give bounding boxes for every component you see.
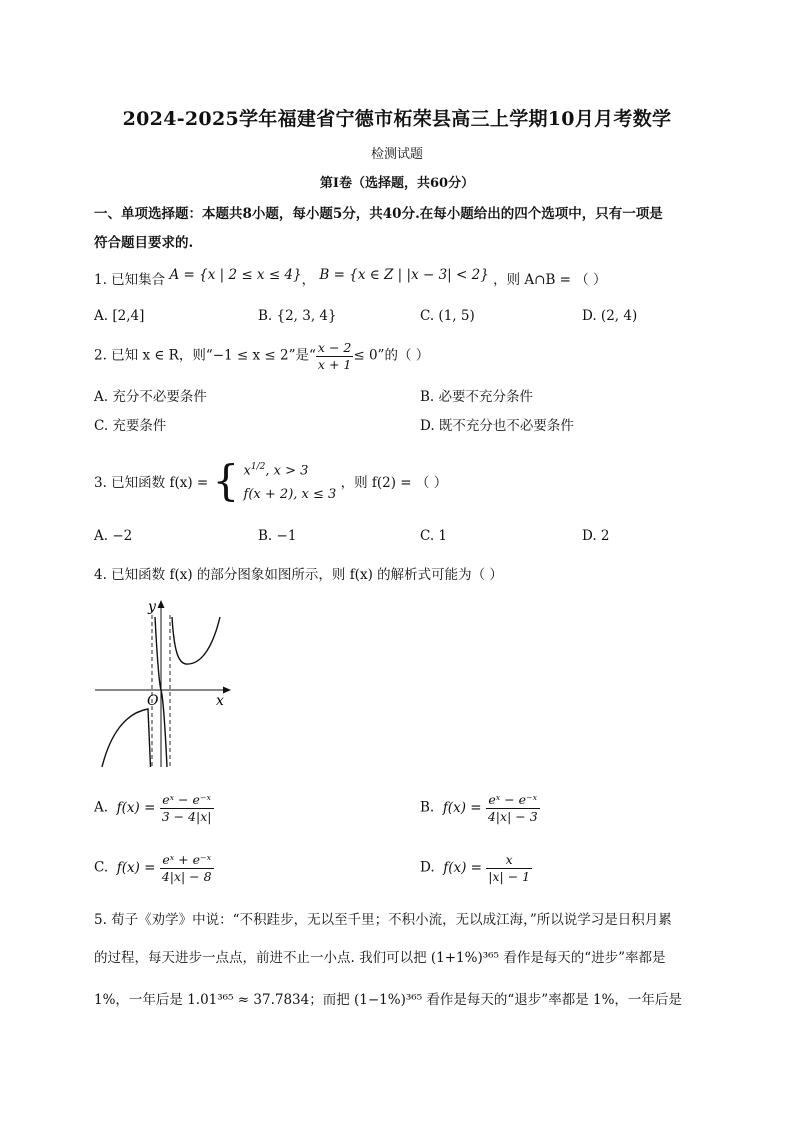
q1-option-a: A. [2,4] <box>94 308 145 324</box>
q3-case-1: $x^{1/2}$, x > 3 <box>243 462 309 479</box>
section-heading-line2: 符合题目要求的. <box>94 235 194 251</box>
y-axis-arrow <box>158 600 165 608</box>
q1-option-c: C. (1, 5) <box>420 308 475 324</box>
q3-prefix: 3. 已知函数 f(x) = <box>94 475 209 492</box>
q3-case-2: f(x + 2), x ≤ 3 <box>243 487 337 503</box>
q2-fraction-denominator: x + 1 <box>317 356 352 372</box>
right-branch <box>172 617 220 664</box>
origin-label: O <box>147 693 159 709</box>
q4-option-b: B. f(x) = $\frac{\text{eˣ − e⁻ˣ}}{4|x| - 3}$ <box>420 792 538 824</box>
q4-function-graph <box>90 595 240 775</box>
q4-b-fraction: $\frac{\text{eˣ − e⁻ˣ}}{4|x| - 3}$ <box>487 792 538 824</box>
q2-option-b: B. 必要不充分条件 <box>420 389 534 405</box>
q5-line-1: 5. 荀子《劝学》中说：“不积跬步，无以至千里；不积小流，无以成江海，”所以说学习是日积月累 <box>94 912 672 928</box>
q5-line-2: 的过程，每天进步一点点，前进不止一小点. 我们可以把 (1+1%)³⁶⁵ 看作是每天的“进步”率都是 <box>94 950 666 966</box>
q2-prefix: 2. 已知 x ∈ R，则“−1 ≤ x ≤ 2”是“ <box>94 347 316 364</box>
q3-option-d: D. 2 <box>582 528 610 544</box>
x-axis-arrow <box>223 687 231 694</box>
q4-c-fraction: $\frac{\text{eˣ + e⁻ˣ}}{4|x| - 8}$ <box>161 852 212 884</box>
left-branch <box>102 709 151 767</box>
q3-option-c: C. 1 <box>420 528 448 544</box>
q1-prefix: 1. 已知集合 <box>94 272 166 288</box>
q1-set-b: B = {x ∈ Z | |x − 3| < 2} <box>319 267 489 283</box>
q2-option-d: D. 既不充分也不必要条件 <box>420 418 574 434</box>
q3-option-a: A. −2 <box>94 528 133 544</box>
q1-suffix: ，则 A∩B = （ ） <box>493 272 607 288</box>
page-subtitle: 检测试题 <box>370 147 423 162</box>
part-heading: 第Ⅰ卷（选择题，共60分） <box>319 176 475 191</box>
y-label: y <box>148 599 156 615</box>
question-3 <box>94 455 447 507</box>
q4-a-fraction: $\frac{\text{eˣ − e⁻ˣ}}{3 - 4|x|}$ <box>161 792 212 824</box>
page-title: 2024-2025学年福建省宁德市柘荣县高三上学期10月月考数学 <box>122 108 672 130</box>
question-2 <box>94 340 429 372</box>
q1-option-b: B. {2, 3, 4} <box>258 308 337 324</box>
q4-option-a: A. f(x) = $\frac{\text{eˣ − e⁻ˣ}}{3 - 4|x|}$ <box>94 792 212 824</box>
question-4: 4. 已知函数 f(x) 的部分图象如图所示，则 f(x) 的解析式可能为（ ） <box>94 567 503 583</box>
q3-suffix: ，则 f(2) = （ ） <box>340 475 448 492</box>
section-heading-line1: 一、单项选择题：本题共8小题，每小题5分，共40分.在每小题给出的四个选项中，只有一项是 <box>94 206 663 222</box>
x-label: x <box>216 693 224 709</box>
question-1: 1. 已知集合 A = {x | 2 ≤ x ≤ 4}， B = {x ∈ Z | |x − 3| < 2} ，则 A∩B = （ ） <box>94 267 607 288</box>
q3-brace: { <box>212 456 240 506</box>
q1-option-d: D. (2, 4) <box>582 308 638 324</box>
q1-set-a: A = {x | 2 ≤ x ≤ 4} <box>169 267 302 283</box>
q4-option-c: C. f(x) = $\frac{\text{eˣ + e⁻ˣ}}{4|x| - 8}$ <box>94 852 212 884</box>
q2-option-c: C. 充要条件 <box>94 418 167 434</box>
q2-fraction-numerator: x − 2 <box>317 340 352 355</box>
q2-suffix: ≤ 0”的（ ） <box>353 347 430 364</box>
q3-cases <box>244 455 337 507</box>
q4-option-d: D. f(x) = $\frac{x}{|x| - 1}$ <box>420 852 531 884</box>
q2-fraction <box>316 340 353 372</box>
q5-line-3: 1%，一年后是 1.01³⁶⁵ ≈ 37.7834；而把 (1−1%)³⁶⁵ 看作是每天的“退步”率都是 1%，一年后是 <box>94 992 682 1008</box>
q3-option-b: B. −1 <box>258 528 297 544</box>
q4-d-fraction: $\frac{x}{|x| - 1}$ <box>488 852 531 884</box>
q2-option-a: A. 充分不必要条件 <box>94 389 207 405</box>
